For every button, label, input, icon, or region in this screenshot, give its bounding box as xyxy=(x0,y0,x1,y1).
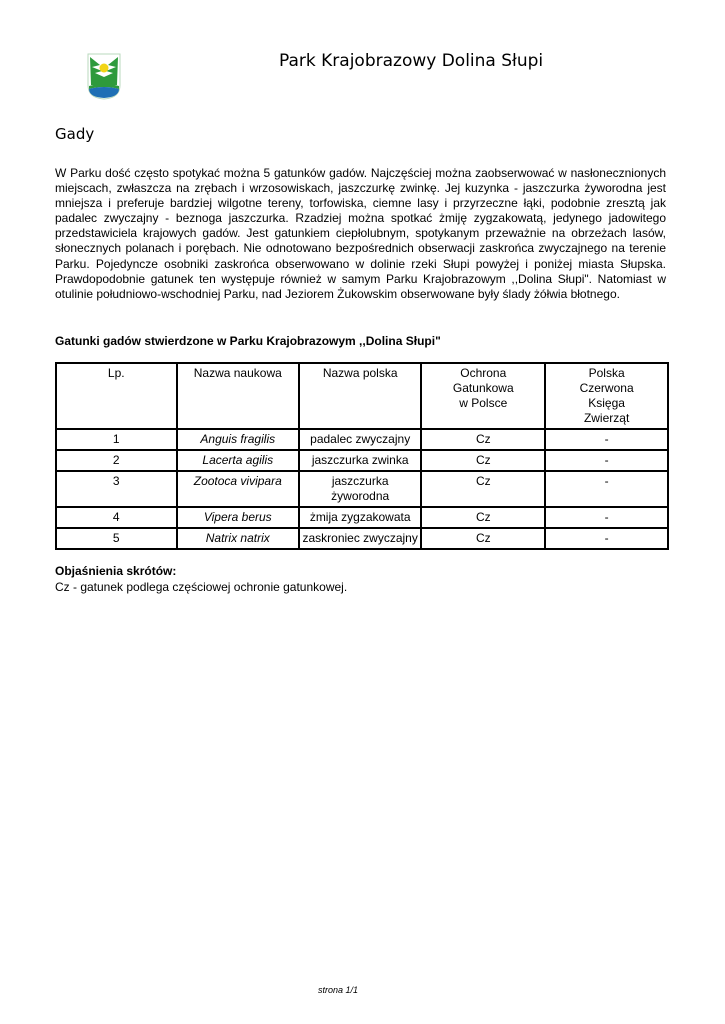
table-header-row xyxy=(56,363,668,429)
cell-polish-name: zaskroniec zwyczajny xyxy=(299,528,421,549)
header-red-book-line: Czerwona xyxy=(579,381,634,395)
cell-scientific-name: Vipera berus xyxy=(177,507,300,528)
header-lp: Lp. xyxy=(56,363,177,429)
table-heading: Gatunki gadów stwierdzone w Parku Krajobrazowym ,,Dolina Słupi" xyxy=(55,334,441,348)
cell-polish-name-line: żyworodna xyxy=(331,489,390,503)
cell-red-book: - xyxy=(545,528,668,549)
cell-polish-name: żmija zygzakowata xyxy=(299,507,421,528)
header-red-book-line: Polska xyxy=(588,366,625,380)
cell-polish-name: jaszczurka zwinka xyxy=(299,450,421,471)
cell-scientific-name: Anguis fragilis xyxy=(177,429,300,450)
table-row xyxy=(56,450,668,471)
cell-protection: Cz xyxy=(421,471,545,507)
cell-polish-name-line: jaszczurka xyxy=(331,474,389,488)
table-row xyxy=(56,429,668,450)
cell-red-book: - xyxy=(545,507,668,528)
table-row xyxy=(56,528,668,549)
header-protection-line: Ochrona xyxy=(460,366,507,380)
cell-protection: Cz xyxy=(421,429,545,450)
park-logo-icon xyxy=(85,51,123,101)
header-red-book-line: Księga xyxy=(588,396,625,410)
header-red-book-line: Zwierząt xyxy=(583,411,630,425)
cell-protection: Cz xyxy=(421,528,545,549)
cell-lp: 4 xyxy=(56,507,177,528)
cell-protection: Cz xyxy=(421,450,545,471)
cell-polish-name xyxy=(299,471,421,507)
cell-red-book: - xyxy=(545,429,668,450)
cell-polish-name: padalec zwyczajny xyxy=(299,429,421,450)
cell-lp: 3 xyxy=(56,471,177,507)
park-title: Park Krajobrazowy Dolina Słupi xyxy=(279,51,544,71)
cell-scientific-name: Zootoca vivipara xyxy=(177,471,300,507)
header-protection-line: w Polsce xyxy=(459,396,508,410)
cell-protection: Cz xyxy=(421,507,545,528)
legend-text: Cz - gatunek podlega częściowej ochronie gatunkowej. xyxy=(55,580,348,594)
cell-lp: 5 xyxy=(56,528,177,549)
species-table xyxy=(55,362,669,550)
cell-lp: 1 xyxy=(56,429,177,450)
section-title: Gady xyxy=(55,125,95,143)
header-red-book xyxy=(545,363,668,429)
header-protection-line: Gatunkowa xyxy=(452,381,514,395)
header-polish-name: Nazwa polska xyxy=(299,363,421,429)
cell-red-book: - xyxy=(545,471,668,507)
cell-lp: 2 xyxy=(56,450,177,471)
intro-paragraph: W Parku dość często spotykać można 5 gatunków gadów. Najczęściej można zaobserwować w nasłonecznionych miejscach, zwłaszcza na zrębach i wrzosowiskach, jaszczurkę zwinkę. Jej kuzynka - jaszczurka żyworodna jest mniejsza i preferuje bardziej wilgotne tereny, torfowiska, ciemne lasy i przyrzeczne łąki, podobnie zresztą jak padalec zwyczajny - beznoga jaszczurka. Rzadziej można spotkać żmiję zygzakowatą, jedynego jadowitego przedstawiciela krajowych gadów. Jest gatunkiem ciepłolubnym, spotykanym przeważnie na obrzeżach lasów, słonecznych polanach i porębach. Nie odnotowano bezpośrednich obserwacji zaskrońca zwyczajnego na terenie Parku. Pojedyncze osobniki zaskrońca obserwowano w dolinie rzeki Słupi powyżej i poniżej miasta Słupska. Prawdopodobnie gatunek ten występuje również w samym Parku Krajobrazowym ,,Dolina Słupi". Natomiast w otulinie południowo-wschodniej Parku, nad Jeziorem Żukowskim obserwowane były ślady żółwia błotnego. xyxy=(55,166,666,301)
header-protection xyxy=(421,363,545,429)
header-scientific-name: Nazwa naukowa xyxy=(177,363,300,429)
cell-red-book: - xyxy=(545,450,668,471)
legend-title: Objaśnienia skrótów: xyxy=(55,564,177,578)
page-number: strona 1/1 xyxy=(318,985,359,995)
table-row xyxy=(56,471,668,507)
cell-scientific-name: Lacerta agilis xyxy=(177,450,300,471)
table-row xyxy=(56,507,668,528)
cell-scientific-name: Natrix natrix xyxy=(177,528,300,549)
